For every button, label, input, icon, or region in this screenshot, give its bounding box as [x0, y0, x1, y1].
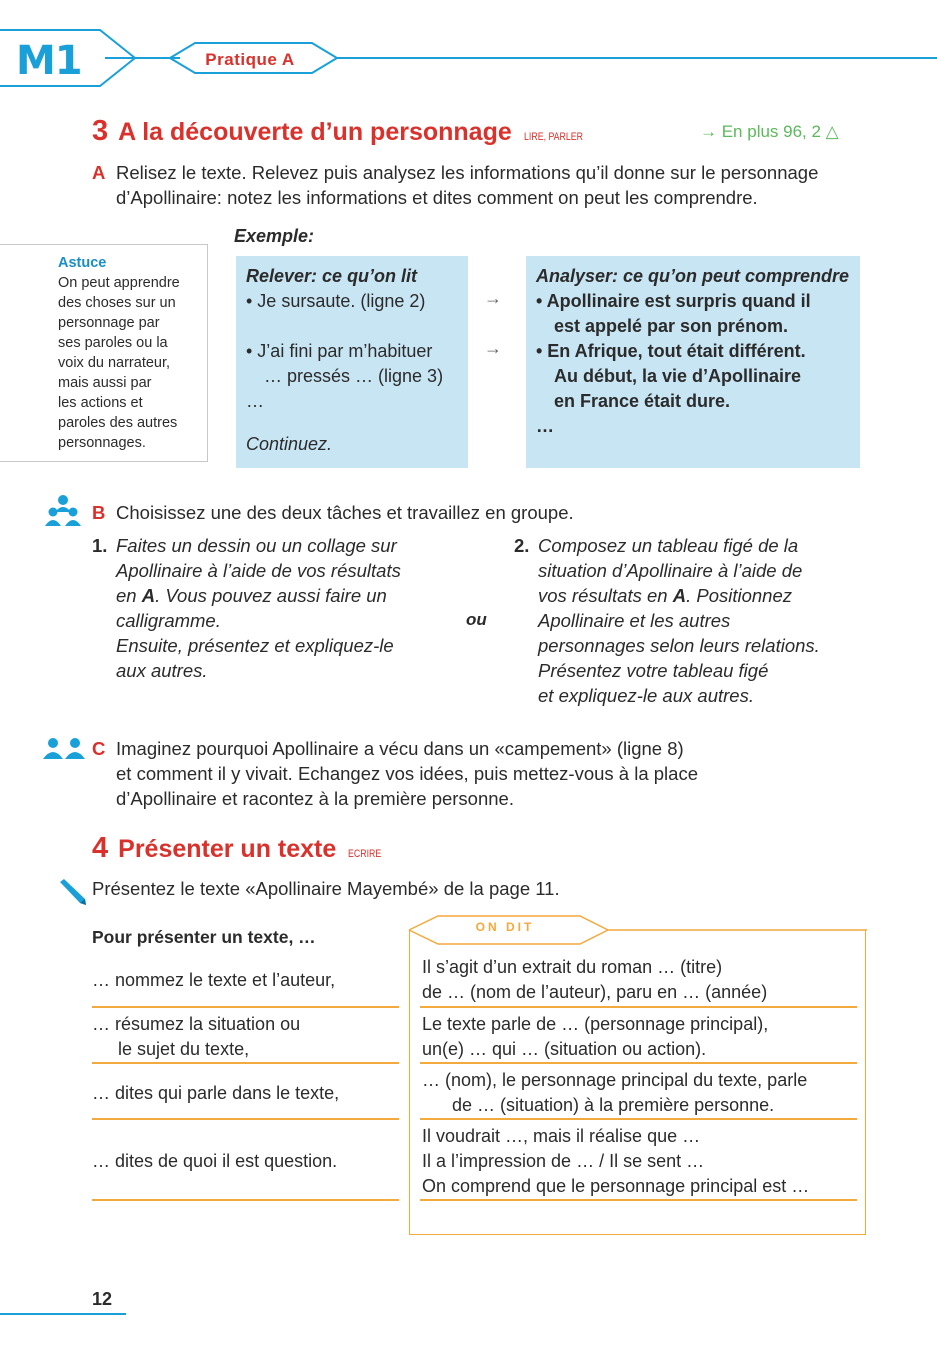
- task-1-num: 1.: [92, 535, 108, 556]
- table-row-right: Il s’agit d’un extrait du roman … (titre): [422, 957, 723, 977]
- astuce-line: des choses sur un: [58, 295, 176, 311]
- section3-heading: A la découverte d’un personnage: [118, 118, 512, 146]
- table-row-right: On comprend que le personnage principal est …: [422, 1176, 810, 1196]
- task-2-line: situation d’Apollinaire à l’aide de: [538, 560, 803, 581]
- relever-continuez: Continuez.: [246, 434, 333, 454]
- module-label: M1: [16, 38, 82, 84]
- analyser-box: [526, 256, 860, 468]
- table-row-left: … résumez la situation ou: [92, 1014, 301, 1034]
- table-row-right: un(e) … qui … (situation ou action).: [422, 1039, 707, 1059]
- table-row-right: Il a l’impression de … / Il se sent …: [422, 1151, 705, 1171]
- pencil-icon: [58, 878, 88, 906]
- part-c-line2: et comment il y vivait. Echangez vos idées, puis mettez-vous à la place: [116, 763, 698, 784]
- task-2-line: personnages selon leurs relations.: [538, 635, 820, 656]
- task-1-line: aux autres.: [116, 660, 208, 681]
- task-2-line: . Positionnez: [686, 585, 793, 606]
- task-2-line: Composez un tableau figé de la: [538, 535, 799, 556]
- task-1-line: Faites un dessin ou un collage sur: [116, 535, 397, 556]
- task-2-line: et expliquez-le aux autres.: [538, 685, 754, 706]
- part-c-line3: d’Apollinaire et racontez à la première personne.: [116, 788, 514, 809]
- analyser-item2b: Au début, la vie d’Apollinaire: [554, 366, 802, 386]
- table-row-right: Le texte parle de … (personnage principal),: [422, 1014, 769, 1034]
- table-row-left: … dites de quoi il est question.: [92, 1151, 338, 1171]
- section3-skills: LIRE, PARLER: [523, 131, 583, 143]
- task-2-line: Présentez votre tableau figé: [538, 660, 769, 681]
- part-b-intro: [92, 500, 892, 525]
- section4-heading: Présenter un texte: [118, 835, 337, 863]
- table-row-left: le sujet du texte,: [118, 1039, 250, 1059]
- astuce-line: mais aussi par: [58, 375, 152, 391]
- section4-intro: Présentez le texte «Apollinaire Mayembé» de la page 11.: [92, 878, 560, 899]
- section3-title: [92, 115, 598, 148]
- relever-box: [236, 256, 468, 468]
- relever-item2b: … pressés … (ligne 3): [264, 366, 444, 386]
- task-1-line: . Vous pouvez aussi faire un: [155, 585, 387, 606]
- ondit-label: ON DIT: [475, 920, 535, 934]
- part-a-letter: A: [92, 162, 106, 183]
- analyser-item2a: • En Afrique, tout était différent.: [536, 341, 806, 361]
- page-number: 12: [92, 1289, 113, 1309]
- section3-number: 3: [92, 115, 109, 147]
- relever-ellipsis: …: [246, 391, 264, 411]
- task-2-bold: A: [672, 585, 687, 606]
- task-2-num: 2.: [514, 535, 530, 556]
- or-label: ou: [466, 610, 487, 629]
- group-icon: [44, 492, 82, 530]
- part-b-text: Choisissez une des deux tâches et travaillez en groupe.: [116, 502, 574, 523]
- row-divider: [420, 1118, 857, 1120]
- section4-title: [92, 832, 390, 865]
- relever-item2a: • J’ai fini par m’habituer: [246, 341, 433, 361]
- task-2-line: vos résultats en: [538, 585, 673, 606]
- row-divider: [420, 1062, 857, 1064]
- row-divider: [92, 1062, 399, 1064]
- task-1-line: Ensuite, présentez et expliquez-le: [116, 635, 394, 656]
- table-row-left: … nommez le texte et l’auteur,: [92, 970, 336, 990]
- part-b-letter: B: [92, 502, 106, 523]
- part-c-line1: Imaginez pourquoi Apollinaire a vécu dans un «campement» (ligne 8): [116, 738, 684, 759]
- relever-title: Relever: ce qu’on lit: [246, 266, 418, 286]
- row-divider: [420, 1199, 857, 1201]
- analyser-item1b: est appelé par son prénom.: [554, 316, 789, 336]
- table-row-right: de … (situation) à la première personne.: [452, 1095, 775, 1115]
- task-2-line: Apollinaire et les autres: [538, 610, 731, 631]
- exemple-label: Exemple:: [234, 226, 315, 246]
- section4-number: 4: [92, 832, 109, 864]
- footer-line: [0, 1313, 126, 1315]
- analyser-item1a: • Apollinaire est surpris quand il: [536, 291, 811, 311]
- astuce-line: ses paroles ou la: [58, 335, 168, 351]
- astuce-line: personnage par: [58, 315, 160, 331]
- table-row-right: de … (nom de l’auteur), paru en … (année): [422, 982, 768, 1002]
- part-c-letter: C: [92, 738, 106, 759]
- row-divider: [92, 1118, 399, 1120]
- table-row-left: … dites qui parle dans le texte,: [92, 1083, 340, 1103]
- table-left-header: Pour présenter un texte, …: [92, 927, 316, 947]
- analyser-ellipsis: …: [536, 416, 554, 436]
- relever-item1: • Je sursaute. (ligne 2): [246, 291, 426, 311]
- task-1-line: calligramme.: [116, 610, 221, 631]
- en-plus-link[interactable]: → En plus 96, 2 △: [700, 122, 839, 141]
- part-a: [92, 160, 892, 210]
- analyser-item2c: en France était dure.: [554, 391, 731, 411]
- pratique-tag: Pratique A: [205, 50, 295, 69]
- part-a-line2: d’Apollinaire: notez les informations et dites comment on peut les comprendre.: [116, 187, 758, 208]
- row-divider: [92, 1199, 399, 1201]
- task-1-line: en: [116, 585, 142, 606]
- header-banner: [0, 0, 937, 100]
- astuce-title: Astuce: [58, 255, 107, 271]
- task-1-bold: A: [141, 585, 156, 606]
- astuce-line: personnages.: [58, 435, 146, 451]
- task-1-line: Apollinaire à l’aide de vos résultats: [116, 560, 401, 581]
- astuce-line: les actions et: [58, 395, 143, 411]
- astuce-box: [0, 244, 208, 462]
- analyser-title: Analyser: ce qu’on peut comprendre: [536, 266, 850, 286]
- astuce-line: voix du narrateur,: [58, 355, 171, 371]
- part-c: [92, 736, 892, 811]
- arrow-right-icon: →: [484, 338, 502, 358]
- task-2: [514, 533, 874, 708]
- pair-icon: [42, 737, 86, 761]
- arrow-right-icon: →: [484, 288, 502, 308]
- row-divider: [420, 1006, 857, 1008]
- part-a-line1: Relisez le texte. Relevez puis analysez les informations qu’il donne sur le personnage: [116, 162, 819, 183]
- astuce-line: paroles des autres: [58, 415, 178, 431]
- task-1: [92, 533, 452, 683]
- table-row-right: Il voudrait …, mais il réalise que …: [422, 1126, 701, 1146]
- row-divider: [92, 1006, 399, 1008]
- astuce-line: On peut apprendre: [58, 275, 180, 291]
- table-row-right: … (nom), le personnage principal du texte, parle: [422, 1070, 808, 1090]
- section4-skills: ECRIRE: [348, 848, 382, 860]
